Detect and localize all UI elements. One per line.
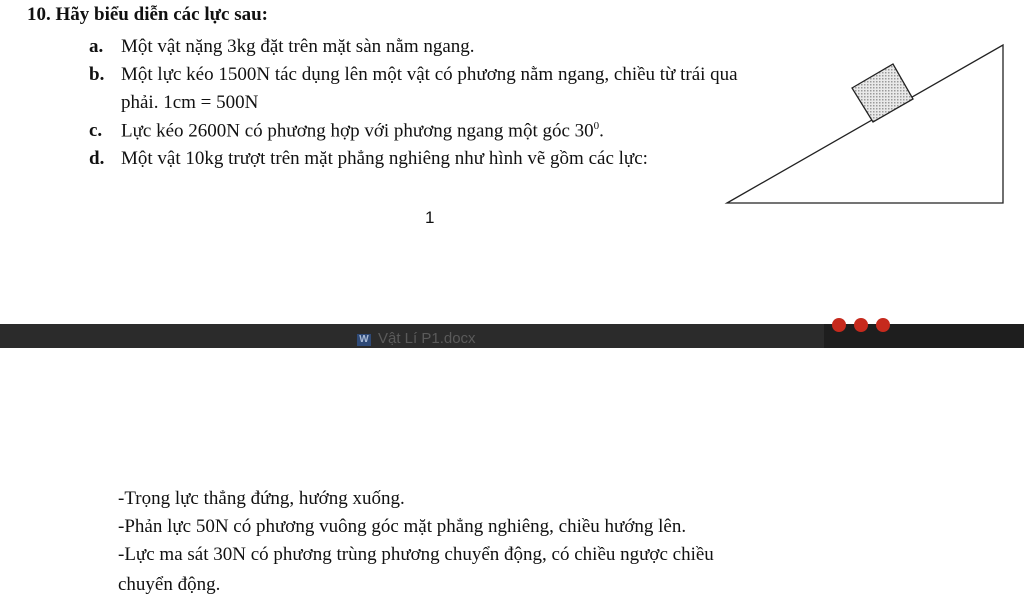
red-dot-icon [876,318,890,332]
item-c-main: Lực kéo 2600N có phương hợp với phương ngang một góc 30 [121,120,594,142]
red-dot-icon [854,318,868,332]
item-c-degree: 0 [593,120,600,132]
item-c-label: c. [89,120,103,141]
item-a-text: Một vật nặng 3kg đặt trên mặt sàn nằm ngang. [121,36,475,57]
word-file-icon[interactable]: W [357,334,371,346]
document-page-bottom [0,348,1024,606]
force-line-normal: -Phản lực 50N có phương vuông góc mặt phẳng nghiêng, chiều hướng lên. [118,516,687,537]
force-line-gravity: -Trọng lực thẳng đứng, hướng xuống. [118,488,405,509]
item-d-text: Một vật 10kg trượt trên mặt phẳng nghiêng như hình vẽ gồm các lực: [121,148,648,169]
force-line-friction: -Lực ma sát 30N có phương trùng phương chuyển động, có chiều ngược chiều [118,544,714,565]
item-a-label: a. [89,36,104,57]
force-line-friction-cont: chuyển động. [118,574,221,595]
inclined-plane [727,45,1003,203]
window-control-dots [832,318,898,337]
red-dot-icon [832,318,846,332]
item-d-label: d. [89,148,105,169]
question-title: 10. Hãy biểu diễn các lực sau: [27,4,268,25]
sliding-block [852,64,913,122]
item-b-continuation: phải. 1cm = 500N [121,92,259,113]
taskbar-file-name[interactable]: Vật Lí P1.docx [378,330,476,347]
item-b-text: Một lực kéo 1500N tác dụng lên một vật có phương nằm ngang, chiều từ trái qua [121,64,738,85]
page-number: 1 [425,208,435,227]
item-b-label: b. [89,64,105,85]
item-c-end: . [599,120,604,142]
